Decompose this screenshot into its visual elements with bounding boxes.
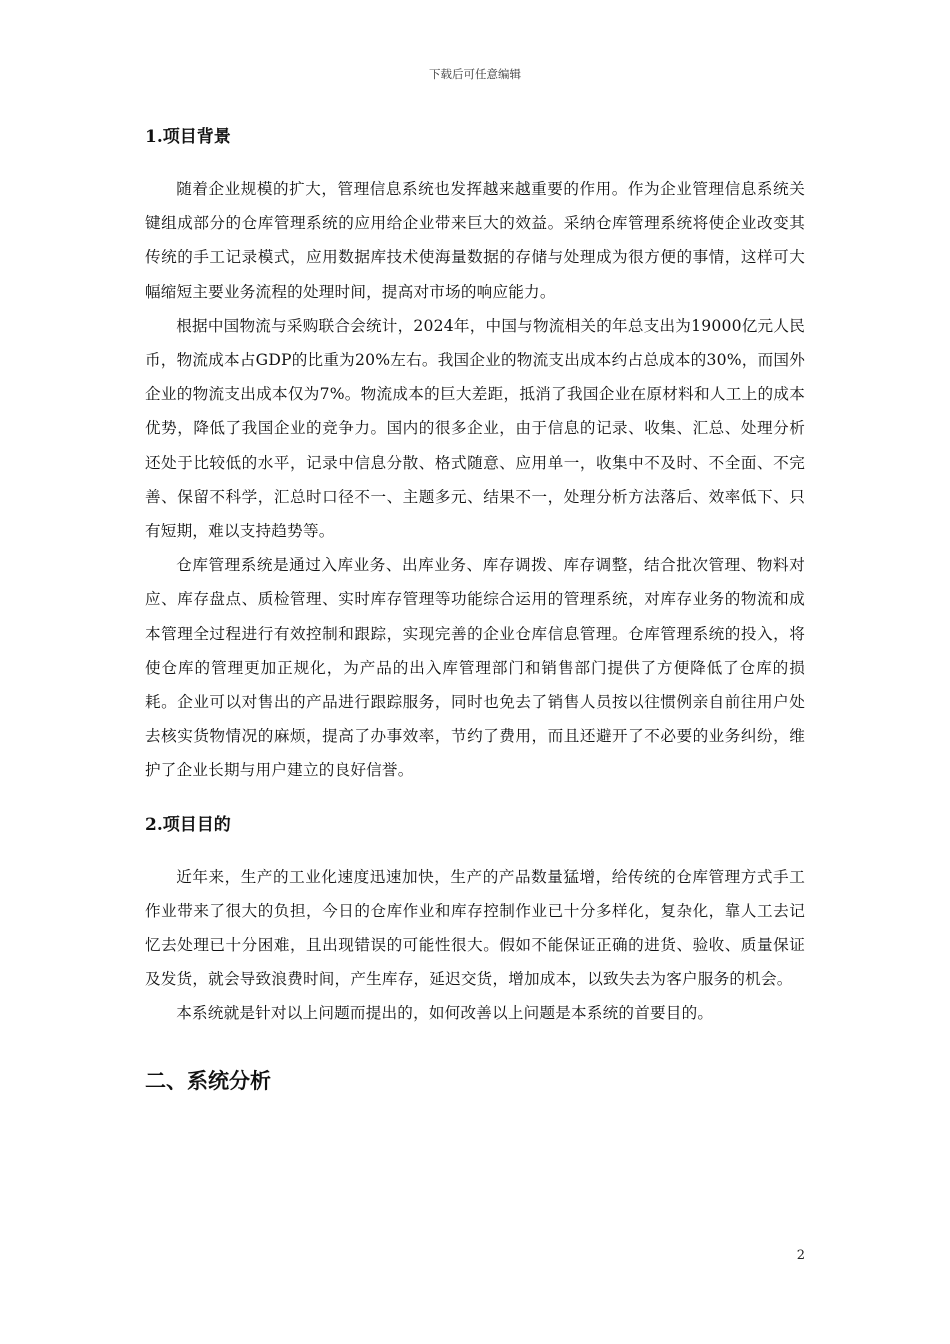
page-header: 下载后可任意编辑 (429, 67, 521, 81)
paragraph: 随着企业规模的扩大，管理信息系统也发挥越来越重要的作用。作为企业管理信息系统关键组成部分的仓库管理系统的应用给企业带来巨大的效益。采纳仓库管理系统将使企业改变其传统的手工记录模式，应用数据库技术使海量数据的存储与处理成为很方便的事情，这样可大幅缩短主要业务流程的处理时间，提高对市场的响应能力。 (145, 180, 805, 301)
paragraph: 近年来，生产的工业化速度迅速加快，生产的产品数量猛增，给传统的仓库管理方式手工作业带来了很大的负担，今日的仓库作业和库存控制作业已十分多样化，复杂化，靠人工去记忆去处理已十分困难，且出现错误的可能性很大。假如不能保证正确的进货、验收、质量保证及发货，就会导致浪费时间，产生库存，延迟交货，增加成本，以致失去为客户服务的机会。 (145, 867, 805, 989)
paragraph: 本系统就是针对以上问题而提出的，如何改善以上问题是本系统的首要目的。 (176, 1004, 714, 1023)
section-title-purpose: 2.项目目的 (145, 814, 231, 835)
paragraph: 仓库管理系统是通过入库业务、出库业务、库存调拨、库存调整，结合批次管理、物料对应、库存盘点、质检管理、实时库存管理等功能综合运用的管理系统，对库存业务的物流和成本管理全过程进行有效控制和跟踪，实现完善的企业仓库信息管理。仓库管理系统的投入，将使仓库的管理更加正规化，为产品的出入库管理部门和销售部门提供了方便降低了仓库的损耗。企业可以对售出的产品进行跟踪服务，同时也免去了销售人员按以往惯例亲自前往用户处去核实货物情况的麻烦，提高了办事效率，节约了费用，而且还避开了不必要的业务纠纷，维护了企业长期与用户建立的良好信誉。 (145, 556, 805, 780)
chapter-title-system-analysis: 二、系统分析 (145, 1067, 271, 1093)
paragraph: 根据中国物流与采购联合会统计，2024年，中国与物流相关的年总支出为19000亿元人民币，物流成本占GDP的比重为20%左右。我国企业的物流支出成本约占总成本的30%，而国外企业的物流支出成本仅为7%。物流成本的巨大差距，抵消了我国企业在原材料和人工上的成本优势，降低了我国企业的竞争力。国内的很多企业，由于信息的记录、收集、汇总、处理分析还处于比较低的水平，记录中信息分散、格式随意、应用单一，收集中不及时、不全面、不完善、保留不科学，汇总时口径不一、主题多元、结果不一，处理分析方法落后、效率低下、只有短期，难以支持趋势等。 (145, 316, 805, 541)
page-number: 2 (796, 1248, 805, 1263)
document-body (145, 120, 805, 1101)
section-title-background: 1.项目背景 (145, 127, 231, 147)
